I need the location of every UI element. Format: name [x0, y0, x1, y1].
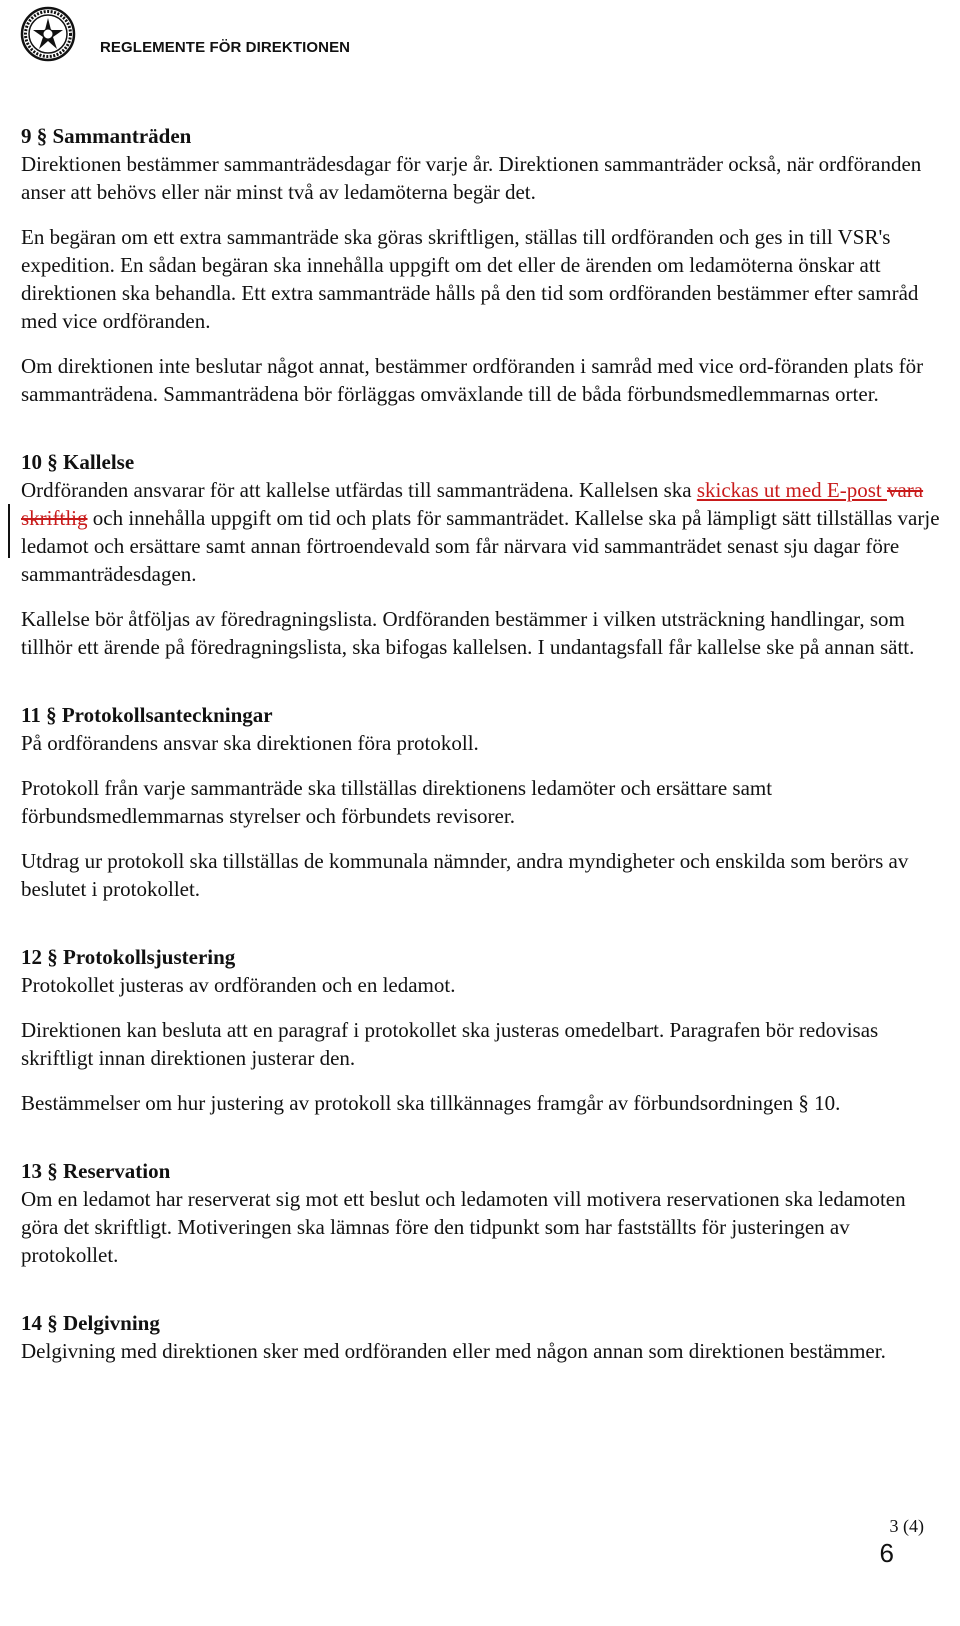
- page-of-indicator: 3 (4): [889, 1516, 924, 1536]
- text-run: och innehålla uppgift om tid och plats för sammanträdet. Kallelse ska på lämpligt sätt tillställas varje ledamot och ersättare samt annan förtroendevald som får närvara vid sammanträdet senast sju dagar före sammanträdesdagen.: [21, 506, 940, 586]
- inserted-text: skickas ut med E-post: [696, 478, 887, 502]
- page-number: 6: [879, 1538, 894, 1568]
- section-heading: 14 § Delgivning: [21, 1311, 160, 1335]
- section-heading: 11 § Protokollsanteckningar: [21, 703, 273, 727]
- section-heading: 13 § Reservation: [21, 1159, 171, 1183]
- paragraph: [21, 476, 941, 588]
- section-heading: 10 § Kallelse: [21, 450, 135, 474]
- section-heading: 9 § Sammanträden: [21, 124, 192, 148]
- section-12: [21, 943, 941, 1117]
- section-13: [21, 1157, 941, 1269]
- paragraph: Utdrag ur protokoll ska tillställas de kommunala nämnder, andra myndigheter och enskilda som berörs av beslutet i protokollet.: [21, 849, 909, 901]
- section-14: [21, 1309, 941, 1365]
- deleted-text: vara skriftlig: [21, 478, 924, 530]
- document-title: REGLEMENTE FÖR DIREKTIONEN: [100, 39, 351, 56]
- document-body: [21, 122, 941, 1405]
- section-10: [21, 448, 941, 661]
- paragraph: Delgivning med direktionen sker med ordföranden eller med någon annan som direktionen bestämmer.: [21, 1339, 886, 1363]
- paragraph: Om en ledamot har reserverat sig mot ett beslut och ledamoten vill motivera reservationen ska ledamoten göra det skriftligt. Motiveringen ska lämnas före den tidpunkt som har fastställts för justeringen av protokollet.: [21, 1187, 906, 1267]
- section-heading: 12 § Protokollsjustering: [21, 945, 236, 969]
- paragraph: Direktionen kan besluta att en paragraf i protokollet ska justeras omedelbart. Paragrafen bör redovisas skriftligt innan direktionen justerar den.: [21, 1018, 879, 1070]
- revision-change-bar: [8, 504, 10, 558]
- paragraph: Bestämmelser om hur justering av protokoll ska tillkännages framgår av förbundsordningen § 10.: [21, 1091, 841, 1115]
- paragraph: Direktionen bestämmer sammanträdesdagar för varje år. Direktionen sammanträder också, när ordföranden anser att behövs eller när minst två av ledamöterna begär det.: [21, 152, 922, 204]
- paragraph: Protokollet justeras av ordföranden och en ledamot.: [21, 973, 456, 997]
- paragraph: Kallelse bör åtföljas av föredragningslista. Ordföranden bestämmer i vilken utsträckning handlingar, som tillhör ett ärende på föredragningslista, ska bifogas kallelsen. I undantagsfall får kallelse ske på annan sätt.: [21, 607, 915, 659]
- organization-seal-icon: [20, 6, 76, 62]
- paragraph: En begäran om ett extra sammanträde ska göras skriftligen, ställas till ordföranden och ges in till VSR's expedition. En sådan begäran ska innehålla uppgift om det eller de ärenden om ledamöterna önskar att direktionen ska behandla. Ett extra sammanträde hålls på den tid som ordföranden bestämmer efter samråd med vice ordföranden.: [21, 225, 919, 333]
- paragraph: På ordförandens ansvar ska direktionen föra protokoll.: [21, 731, 479, 755]
- text-run: Ordföranden ansvarar för att kallelse utfärdas till sammanträdena. Kallelsen ska: [21, 478, 697, 502]
- paragraph: Om direktionen inte beslutar något annat, bestämmer ordföranden i samråd med vice ord-föranden plats för sammanträdena. Sammanträdena bör förläggas omväxlande till de båda förbundsmedlemmarnas orter.: [21, 354, 924, 406]
- section-9: [21, 122, 941, 408]
- section-11: [21, 701, 941, 903]
- paragraph: Protokoll från varje sammanträde ska tillställas direktionens ledamöter och ersättare samt förbundsmedlemmarnas styrelser och förbundets revisorer.: [21, 776, 773, 828]
- page-header: [20, 6, 940, 58]
